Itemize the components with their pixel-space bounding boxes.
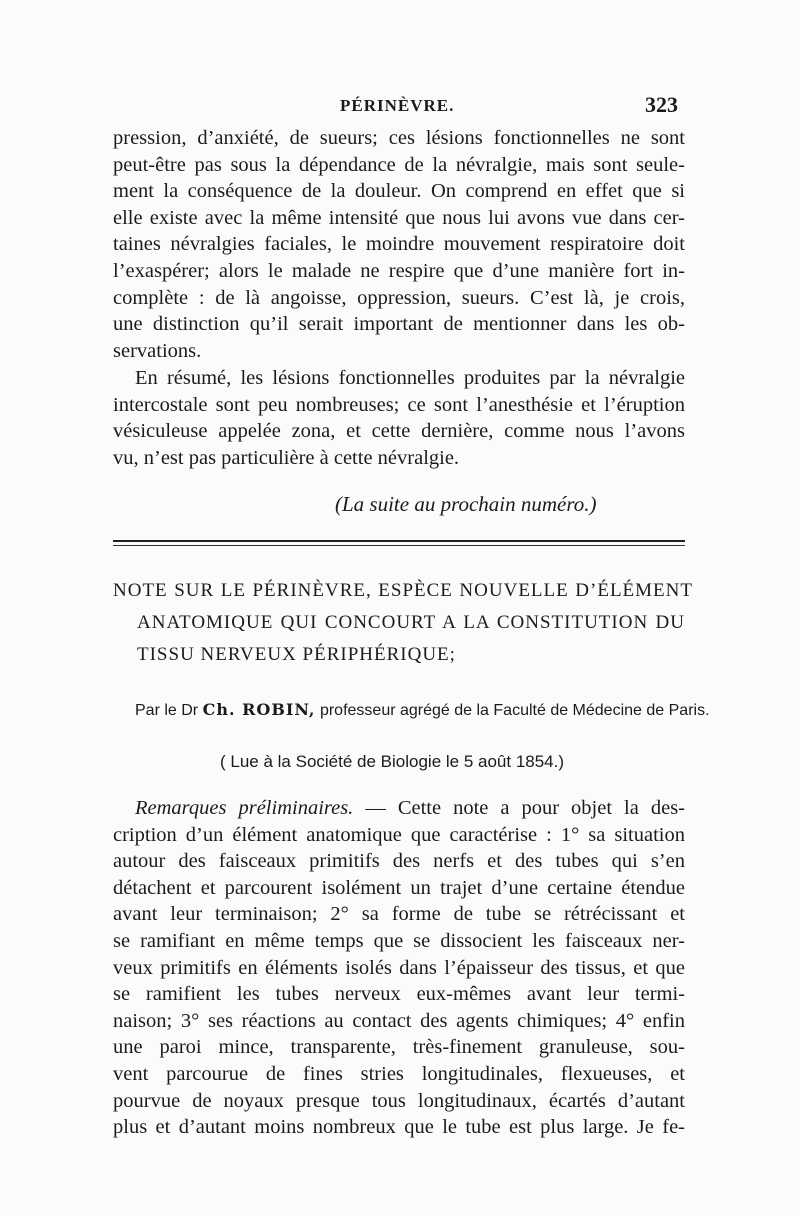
- text-line: [113, 795, 685, 822]
- text-fragment: — Cette note a pour objet la des-: [353, 797, 685, 819]
- author-name: Ch. ROBIN,: [202, 700, 316, 719]
- article-title-line: NOTE SUR LE PÉRINÈVRE, ESPÈCE NOUVELLE D’ÉLÉMENT: [113, 580, 693, 601]
- text-line: détachent et parcourent isolément un trajet d’une certaine étendue: [113, 876, 685, 899]
- text-line: pourvue de noyaux presque tous longitudinaux, écartés d’autant: [113, 1089, 685, 1112]
- text-line: complète : de là angoisse, oppression, sueurs. C’est là, je crois,: [113, 286, 685, 309]
- text-line: naison; 3° ses réactions au contact des agents chimiques; 4° enfin: [113, 1009, 685, 1032]
- text-line: peut-être pas sous la dépendance de la névralgie, mais sont seule-: [113, 153, 685, 176]
- text-line: intercostale sont peu nombreuses; ce sont l’anesthésie et l’éruption: [113, 393, 685, 416]
- text-line: servations.: [113, 339, 202, 362]
- text-line: elle existe avec la même intensité que nous lui avons vue dans cer-: [113, 206, 685, 229]
- subheading: Remarques préliminaires.: [135, 797, 354, 819]
- text-line: une paroi mince, transparente, très-finement granuleuse, sou-: [113, 1036, 685, 1059]
- text-line: taines névralgies faciales, le moindre mouvement respiratoire doit: [113, 233, 685, 256]
- text-line: pression, d’anxiété, de sueurs; ces lésions fonctionnelles ne sont: [113, 127, 685, 149]
- paragraph-summary: [113, 365, 685, 471]
- text-line: vu, n’est pas particulière à cette névralgie.: [113, 446, 460, 469]
- author-affiliation: professeur agrégé de la Faculté de Médecine de Paris.: [319, 702, 710, 719]
- section-divider-thin: [113, 545, 685, 546]
- article-title-line: ANATOMIQUE QUI CONCOURT A LA CONSTITUTION DU: [137, 612, 685, 633]
- text-line: l’exaspérer; alors le malade ne respire que d’une manière fort in-: [113, 259, 685, 282]
- page-header: [0, 92, 800, 122]
- page-number: 323: [645, 92, 678, 117]
- text-line: vésiculeuse appelée zona, et cette dernière, comme nous l’avons: [113, 420, 685, 443]
- text-line: autour des faisceaux primitifs des nerfs et des tubes qui s’en: [113, 850, 685, 873]
- text-line: vent parcourue de fines stries longitudinales, flexueuses, et: [113, 1062, 685, 1085]
- author-prefix: Par le Dr: [135, 702, 199, 719]
- paragraph-continued: [113, 125, 685, 364]
- author-line: [135, 700, 710, 720]
- text-line: veux primitifs en éléments isolés dans l’épaisseur des tissus, et que: [113, 956, 685, 979]
- text-line: En résumé, les lésions fonctionnelles produites par la névralgie: [135, 367, 685, 389]
- text-line: avant leur terminaison; 2° sa forme de tube se rétrécissant et: [113, 903, 685, 926]
- section-divider: [113, 540, 685, 542]
- text-line: une distinction qu’il serait important de mentionner dans les ob-: [113, 313, 685, 336]
- read-note: ( Lue à la Société de Biologie le 5 août 1854.): [220, 752, 565, 771]
- continued-note: (La suite au prochain numéro.): [335, 492, 597, 516]
- text-line: plus et d’autant moins nombreux que le tube est plus large. Je fe-: [113, 1116, 685, 1139]
- text-line: se ramifient les tubes nerveux eux-mêmes avant leur termi-: [113, 983, 685, 1006]
- text-line: ment la conséquence de la douleur. On comprend en effet que si: [113, 180, 685, 203]
- text-line: cription d’un élément anatomique que caractérise : 1° sa situation: [113, 823, 685, 846]
- running-title: PÉRINÈVRE.: [340, 96, 455, 115]
- article-title-line: TISSU NERVEUX PÉRIPHÉRIQUE;: [137, 644, 456, 665]
- text-line: se ramifiant en même temps que se dissocient les faisceaux ner-: [113, 929, 685, 952]
- article-body: [113, 795, 685, 1141]
